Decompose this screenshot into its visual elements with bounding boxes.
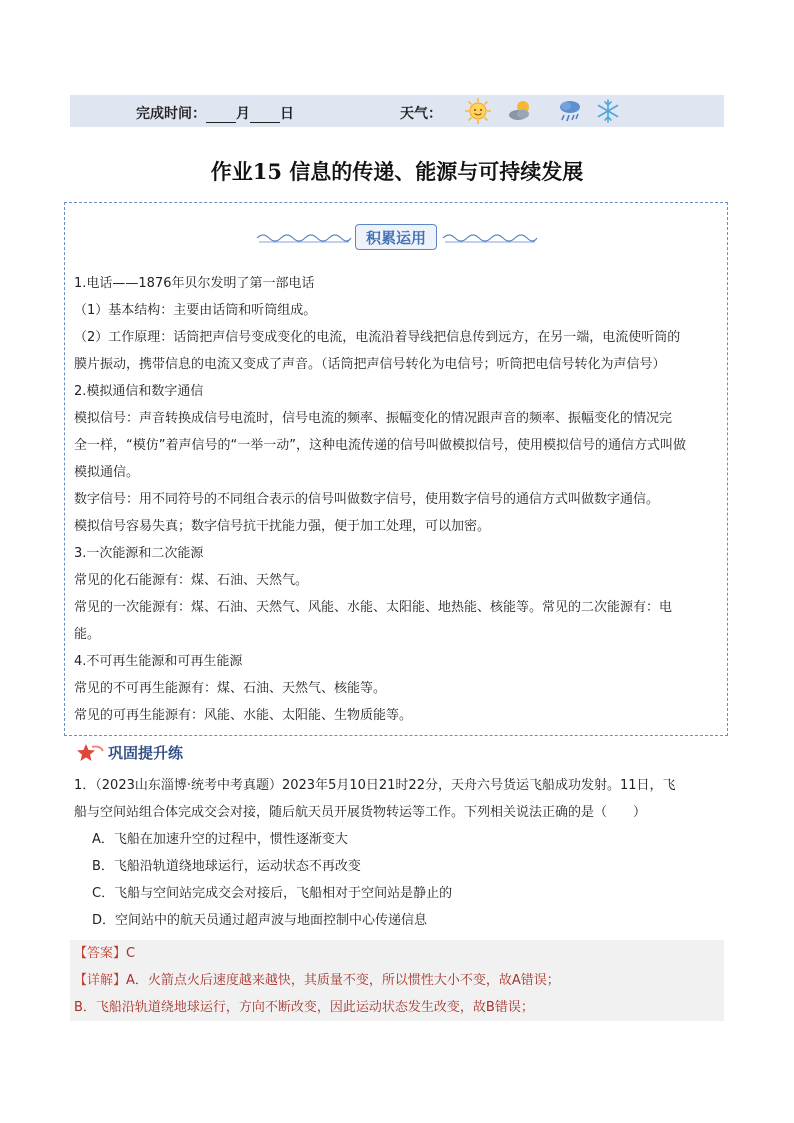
month-blank[interactable] <box>206 108 236 123</box>
question-stem: 1．（2023山东淄博·统考中考真题）2023年5月10日21时22分，天舟六号货运飞船成功发射。11日，飞 <box>74 778 676 793</box>
answer-value: C <box>126 946 136 961</box>
detail-line: B．飞船沿轨道绕地球运行，方向不断改变，因此运动状态发生改变，故B错误； <box>74 1000 534 1015</box>
content-line: 模拟信号容易失真；数字信号抗干扰能力强，便于加工处理，可以加密。 <box>74 519 491 534</box>
detail-line <box>70 967 724 994</box>
option-c[interactable]: C．飞船与空间站完成交会对接后，飞船相对于空间站是静止的 <box>92 886 453 901</box>
question-stem: 船与空间站组合体完成交会对接，随后航天员开展货物转运等工作。下列相关说法正确的是（ ） <box>74 805 647 820</box>
content-line: 膜片振动，携带信息的电流又变成了声音。（话筒把声信号转化为电信号；听筒把电信号转化为声信号） <box>74 357 666 372</box>
content-line: 常见的一次能源有：煤、石油、天然气、风能、水能、太阳能、地热能、核能等。常见的二次能源有：电 <box>74 600 673 615</box>
day-blank[interactable] <box>250 108 280 123</box>
answer-tag: 【答案】 <box>74 946 127 961</box>
weather-label: 天气： <box>400 106 442 122</box>
content-line: 数字信号：用不同符号的不同组合表示的信号叫做数字信号，使用数字信号的通信方式叫做数字通信。 <box>74 492 660 507</box>
detail-text: A．火箭点火后速度越来越快，其质量不变，所以惯性大小不变，故A错误； <box>126 973 560 988</box>
partly-cloudy-icon[interactable] <box>506 97 534 125</box>
content-line: 常见的可再生能源有：风能、水能、太阳能、生物质能等。 <box>74 708 413 723</box>
section-title-accumulate: 积累运用 <box>355 224 437 250</box>
day-label: 日 <box>280 106 294 122</box>
header-bar <box>70 95 724 127</box>
answer-block <box>70 940 724 1021</box>
snowflake-icon[interactable] <box>594 97 622 125</box>
month-label: 月 <box>236 106 250 122</box>
knowledge-content <box>74 270 724 729</box>
content-line: 常见的不可再生能源有：煤、石油、天然气、核能等。 <box>74 681 387 696</box>
content-line: （2）工作原理：话筒把声信号变成变化的电流，电流沿着导线把信息传到远方，在另一端，电流使听筒的 <box>74 330 681 345</box>
content-line: 2.模拟通信和数字通信 <box>74 384 204 399</box>
content-line: 常见的化石能源有：煤、石油、天然气。 <box>74 573 309 588</box>
sun-icon[interactable] <box>464 97 492 125</box>
content-line: 1.电话——1876年贝尔发明了第一部电话 <box>74 276 315 291</box>
page-title: 作业15 信息的传递、能源与可持续发展 <box>210 159 584 184</box>
content-line: 模拟信号：声音转换成信号电流时，信号电流的频率、振幅变化的情况跟声音的频率、振幅变化的情况完 <box>74 411 673 426</box>
rain-icon[interactable] <box>556 97 584 125</box>
section-title-practice: 巩固提升练 <box>108 744 184 762</box>
answer-line <box>70 940 724 967</box>
detail-tag: 【详解】 <box>74 973 127 988</box>
option-b[interactable]: B．飞船沿轨道绕地球运行，运动状态不再改变 <box>92 859 361 874</box>
wave-decoration-right-icon <box>441 230 539 246</box>
option-a[interactable]: A．飞船在加速升空的过程中，惯性逐渐变大 <box>92 832 348 847</box>
content-line: （1）基本结构：主要由话筒和听筒组成。 <box>74 303 317 318</box>
question-1 <box>74 772 724 934</box>
content-line: 全一样，“模仿”着声信号的“一举一动”，这种电流传递的信号叫做模拟信号，使用模拟信号的通信方式叫做 <box>74 438 686 453</box>
finish-time-label: 完成时间： 月 日 <box>136 106 294 122</box>
star-icon <box>76 743 104 763</box>
content-line: 4.不可再生能源和可再生能源 <box>74 654 243 669</box>
content-line: 能。 <box>74 627 101 642</box>
section-banner-accumulate <box>255 224 540 252</box>
content-line: 3.一次能源和二次能源 <box>74 546 204 561</box>
content-line: 模拟通信。 <box>74 465 140 480</box>
wave-decoration-left-icon <box>255 230 353 246</box>
option-d[interactable]: D．空间站中的航天员通过超声波与地面控制中心传递信息 <box>92 913 428 928</box>
